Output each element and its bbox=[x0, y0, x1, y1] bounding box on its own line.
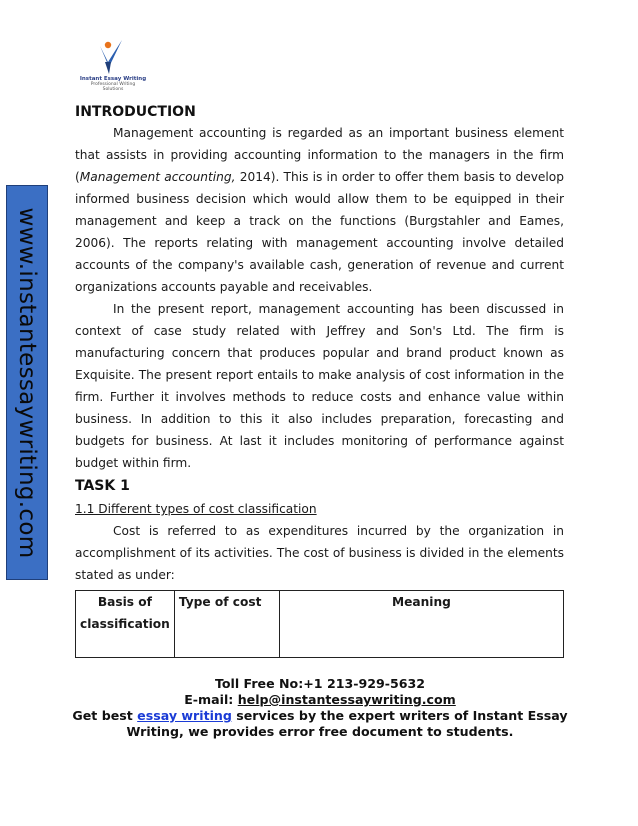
footer-promo-rest: services by the expert writers of Instant Essay Writing, we provides error free document to students. bbox=[126, 708, 568, 739]
introduction-heading: INTRODUCTION bbox=[75, 104, 196, 120]
intro-p1-start: Management accounting is regarded as an important business element that assists in providing accounting information to the managers in the firm ( bbox=[75, 126, 564, 184]
table-header-row bbox=[76, 591, 564, 658]
document-body bbox=[75, 102, 564, 658]
task-heading: TASK 1 bbox=[75, 478, 130, 494]
table-header-type: Type of cost bbox=[174, 591, 279, 658]
table-header-meaning: Meaning bbox=[279, 591, 563, 658]
intro-p1-citation: Management accounting, bbox=[79, 170, 236, 184]
person-arms-up-icon bbox=[78, 40, 148, 76]
cost-classification-table bbox=[75, 590, 564, 658]
logo-tagline-2: Solutions bbox=[102, 87, 124, 92]
essay-writing-link[interactable]: essay writing bbox=[137, 708, 232, 723]
sidebar-url-text: www.instantessaywriting.com bbox=[14, 207, 40, 558]
task-paragraph: Cost is referred to as expenditures incurred by the organization in accomplishment of its activities. The cost of business is divided in the elements stated as under: bbox=[75, 524, 564, 582]
intro-paragraph-1 bbox=[75, 122, 564, 298]
company-logo bbox=[78, 40, 148, 92]
intro-paragraph-2: In the present report, management accounting has been discussed in context of case study related with Jeffrey and Son's Ltd. The firm is manufacturing concern that produces popular and brand product known as Exquisite. The present report entails to make analysis of cost information in the firm. Further it involves methods to reduce costs and enhance value within business. In addition to this it also includes preparation, forecasting and budgets for business. At last it includes monitoring of performance against budget within firm. bbox=[75, 302, 564, 470]
footer-email-label: E-mail: bbox=[184, 692, 238, 707]
page-footer bbox=[60, 676, 580, 740]
footer-email-link[interactable]: help@instantessaywriting.com bbox=[237, 692, 456, 707]
intro-p1-rest: 2014). This is in order to offer them basis to develop informed business decision which would allow them to be equipped in their management and keep a track on the functions (Burgstahler and Eames, 2006). The reports relating with management accounting involve detailed accounts of the company's available cash, generation of revenue and current organizations accounts payable and receivables. bbox=[75, 170, 564, 294]
website-sidebar-banner bbox=[6, 185, 48, 580]
table-header-basis: Basis of classification bbox=[76, 591, 175, 658]
logo-brand: Instant Essay Writing bbox=[79, 76, 147, 82]
logo-tagline-1: Professional Writing bbox=[90, 82, 136, 87]
footer-promo-start: Get best bbox=[72, 708, 138, 723]
footer-tollfree: Toll Free No:+1 213-929-5632 bbox=[214, 676, 426, 691]
task-subheading: 1.1 Different types of cost classification bbox=[75, 502, 317, 516]
footer-email-line bbox=[60, 692, 580, 708]
footer-promo-line bbox=[60, 708, 580, 740]
